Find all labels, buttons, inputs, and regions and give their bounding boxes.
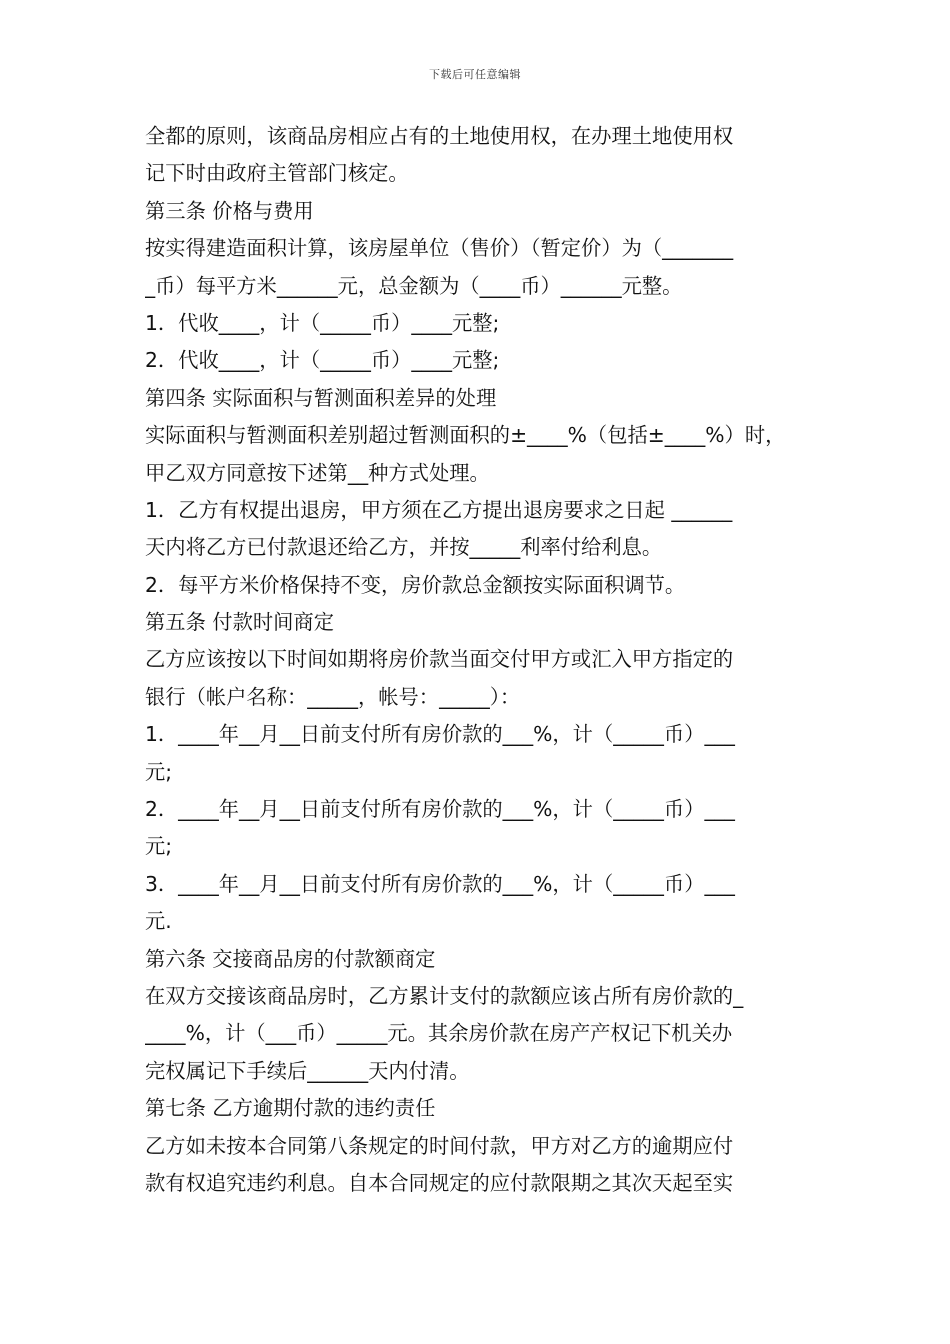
- section-heading-article-7: 第七条 乙方逾期付款的违约责任: [145, 1096, 436, 1121]
- section-heading-article-5: 第五条 付款时间商定: [145, 610, 334, 635]
- paragraph-line: 甲乙双方同意按下述第__种方式处理。: [145, 460, 490, 485]
- list-item: 2．代收____，计（_____币）____元整;: [145, 348, 500, 373]
- paragraph-line: _币）每平方米______元，总金额为（____币）______元整。: [145, 273, 683, 298]
- paragraph-line: 记下时由政府主管部门核定。: [145, 161, 409, 186]
- paragraph-line: 银行（帐户名称：_____，帐号：_____）：: [145, 684, 521, 709]
- list-item: 2．每平方米价格保持不变，房价款总金额按实际面积调节。: [145, 572, 686, 597]
- section-heading-article-4: 第四条 实际面积与暂测面积差异的处理: [145, 385, 497, 410]
- paragraph-line: 元.: [145, 909, 172, 934]
- paragraph-line: ____%，计（___币）_____元。其余房价款在房产产权记下机关办: [145, 1021, 733, 1046]
- list-item: 1．____年__月__日前支付所有房价款的___%，计（_____币）___: [145, 722, 735, 747]
- paragraph-line: 元;: [145, 759, 173, 784]
- page-header: 下载后可任意编辑: [429, 68, 521, 81]
- section-heading-article-6: 第六条 交接商品房的付款额商定: [145, 946, 436, 971]
- paragraph-line: 乙方如未按本合同第八条规定的时间付款，甲方对乙方的逾期应付: [145, 1133, 734, 1158]
- paragraph-line: 完权属记下手续后______天内付清。: [145, 1058, 470, 1083]
- list-item: 3．____年__月__日前支付所有房价款的___%，计（_____币）___: [145, 871, 735, 896]
- paragraph-line: 乙方应该按以下时间如期将房价款当面交付甲方或汇入甲方指定的: [145, 647, 734, 672]
- document-body: [145, 118, 813, 1202]
- paragraph-line: 元;: [145, 834, 173, 859]
- paragraph-line: 款有权追究违约利息。自本合同规定的应付款限期之其次天起至实: [145, 1170, 734, 1195]
- section-heading-article-3: 第三条 价格与费用: [145, 198, 314, 223]
- list-item: 1．乙方有权提出退房，甲方须在乙方提出退房要求之日起 ______: [145, 497, 733, 522]
- paragraph-line: 按实得建造面积计算，该房屋单位（售价）（暂定价）为（_______: [145, 236, 734, 261]
- paragraph-line: 在双方交接该商品房时，乙方累计支付的款额应该占所有房价款的_: [145, 983, 744, 1008]
- paragraph-line: 全都的原则，该商品房相应占有的土地使用权，在办理土地使用权: [145, 124, 734, 148]
- list-item: 2．____年__月__日前支付所有房价款的___%，计（_____币）___: [145, 797, 735, 822]
- list-item: 1．代收____，计（_____币）____元整;: [145, 310, 500, 335]
- paragraph-line: 实际面积与暂测面积差别超过暂测面积的±____%（包括±____%）时，: [145, 423, 786, 448]
- paragraph-line: 天内将乙方已付款退还给乙方，并按_____利率付给利息。: [145, 535, 663, 560]
